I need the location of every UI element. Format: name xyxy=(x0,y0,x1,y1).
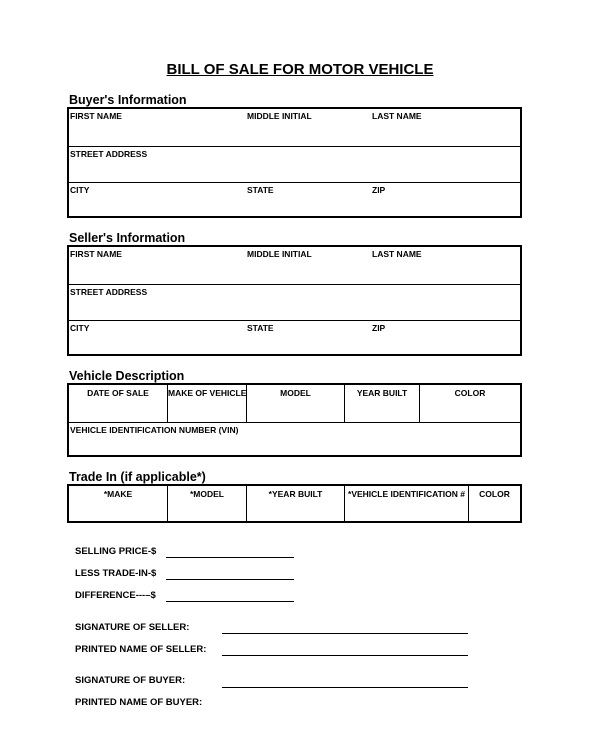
vehicle-vin-row[interactable] xyxy=(69,422,520,455)
buyer-zip-label: ZIP xyxy=(372,185,386,195)
seller-city-row[interactable] xyxy=(69,320,520,354)
buyer-city-row[interactable] xyxy=(69,182,520,216)
signature-seller-field[interactable] xyxy=(222,633,468,634)
signature-buyer-label: SIGNATURE OF BUYER: xyxy=(75,675,186,686)
vehicle-year-built-cell[interactable]: YEAR BUILT xyxy=(345,385,420,422)
selling-price-label: SELLING PRICE-$ xyxy=(75,546,157,557)
seller-zip-label: ZIP xyxy=(372,323,386,333)
seller-street-address-label: STREET ADDRESS xyxy=(70,287,148,297)
seller-section-heading: Seller's Information xyxy=(69,231,186,245)
difference-label: DIFFERENCE---–$ xyxy=(75,590,156,601)
document-title: BILL OF SALE FOR MOTOR VEHICLE xyxy=(166,61,434,78)
vehicle-model-cell[interactable]: MODEL xyxy=(247,385,345,422)
buyer-address-row[interactable] xyxy=(69,146,520,182)
seller-info-box xyxy=(67,245,522,356)
buyer-middle-initial-label: MIDDLE INITIAL xyxy=(247,111,312,121)
vehicle-vin-label: VEHICLE IDENTIFICATION NUMBER (VIN) xyxy=(70,425,239,435)
vehicle-section-heading: Vehicle Description xyxy=(69,369,185,383)
trade-in-box xyxy=(67,484,522,523)
less-trade-in-field[interactable] xyxy=(166,579,294,580)
seller-name-row[interactable] xyxy=(69,247,520,284)
selling-price-field[interactable] xyxy=(166,557,294,558)
difference-field[interactable] xyxy=(166,601,294,602)
buyer-info-box xyxy=(67,107,522,218)
buyer-city-label: CITY xyxy=(70,185,90,195)
trade-in-vin-cell[interactable]: *VEHICLE IDENTIFICATION # xyxy=(345,486,469,521)
printed-name-seller-label: PRINTED NAME OF SELLER: xyxy=(75,644,207,655)
seller-first-name-label: FIRST NAME xyxy=(70,249,122,259)
buyer-name-row[interactable] xyxy=(69,109,520,146)
vehicle-date-of-sale-cell[interactable]: DATE OF SALE xyxy=(69,385,168,422)
buyer-section-heading: Buyer's Information xyxy=(69,93,187,107)
seller-city-label: CITY xyxy=(70,323,90,333)
buyer-street-address-label: STREET ADDRESS xyxy=(70,149,148,159)
trade-in-year-built-cell[interactable]: *YEAR BUILT xyxy=(247,486,345,521)
less-trade-in-label: LESS TRADE-IN-$ xyxy=(75,568,157,579)
buyer-first-name-label: FIRST NAME xyxy=(70,111,122,121)
seller-middle-initial-label: MIDDLE INITIAL xyxy=(247,249,312,259)
signature-seller-label: SIGNATURE OF SELLER: xyxy=(75,622,190,633)
trade-in-model-cell[interactable]: *MODEL xyxy=(168,486,247,521)
vehicle-make-cell[interactable]: MAKE OF VEHICLE xyxy=(168,385,247,422)
trade-in-make-cell[interactable]: *MAKE xyxy=(69,486,168,521)
printed-name-seller-field[interactable] xyxy=(222,655,468,656)
seller-address-row[interactable] xyxy=(69,284,520,320)
trade-in-section-heading: Trade In (if applicable*) xyxy=(69,470,206,484)
trade-in-columns-row xyxy=(69,486,520,521)
signature-buyer-field[interactable] xyxy=(222,687,468,688)
vehicle-columns-row xyxy=(69,385,520,422)
trade-in-color-cell[interactable]: COLOR xyxy=(479,489,510,499)
seller-last-name-label: LAST NAME xyxy=(372,249,422,259)
vehicle-color-cell[interactable]: COLOR xyxy=(454,388,486,398)
printed-name-buyer-label: PRINTED NAME OF BUYER: xyxy=(75,697,203,708)
seller-state-label: STATE xyxy=(247,323,274,333)
buyer-last-name-label: LAST NAME xyxy=(372,111,422,121)
buyer-state-label: STATE xyxy=(247,185,274,195)
vehicle-description-box xyxy=(67,383,522,457)
